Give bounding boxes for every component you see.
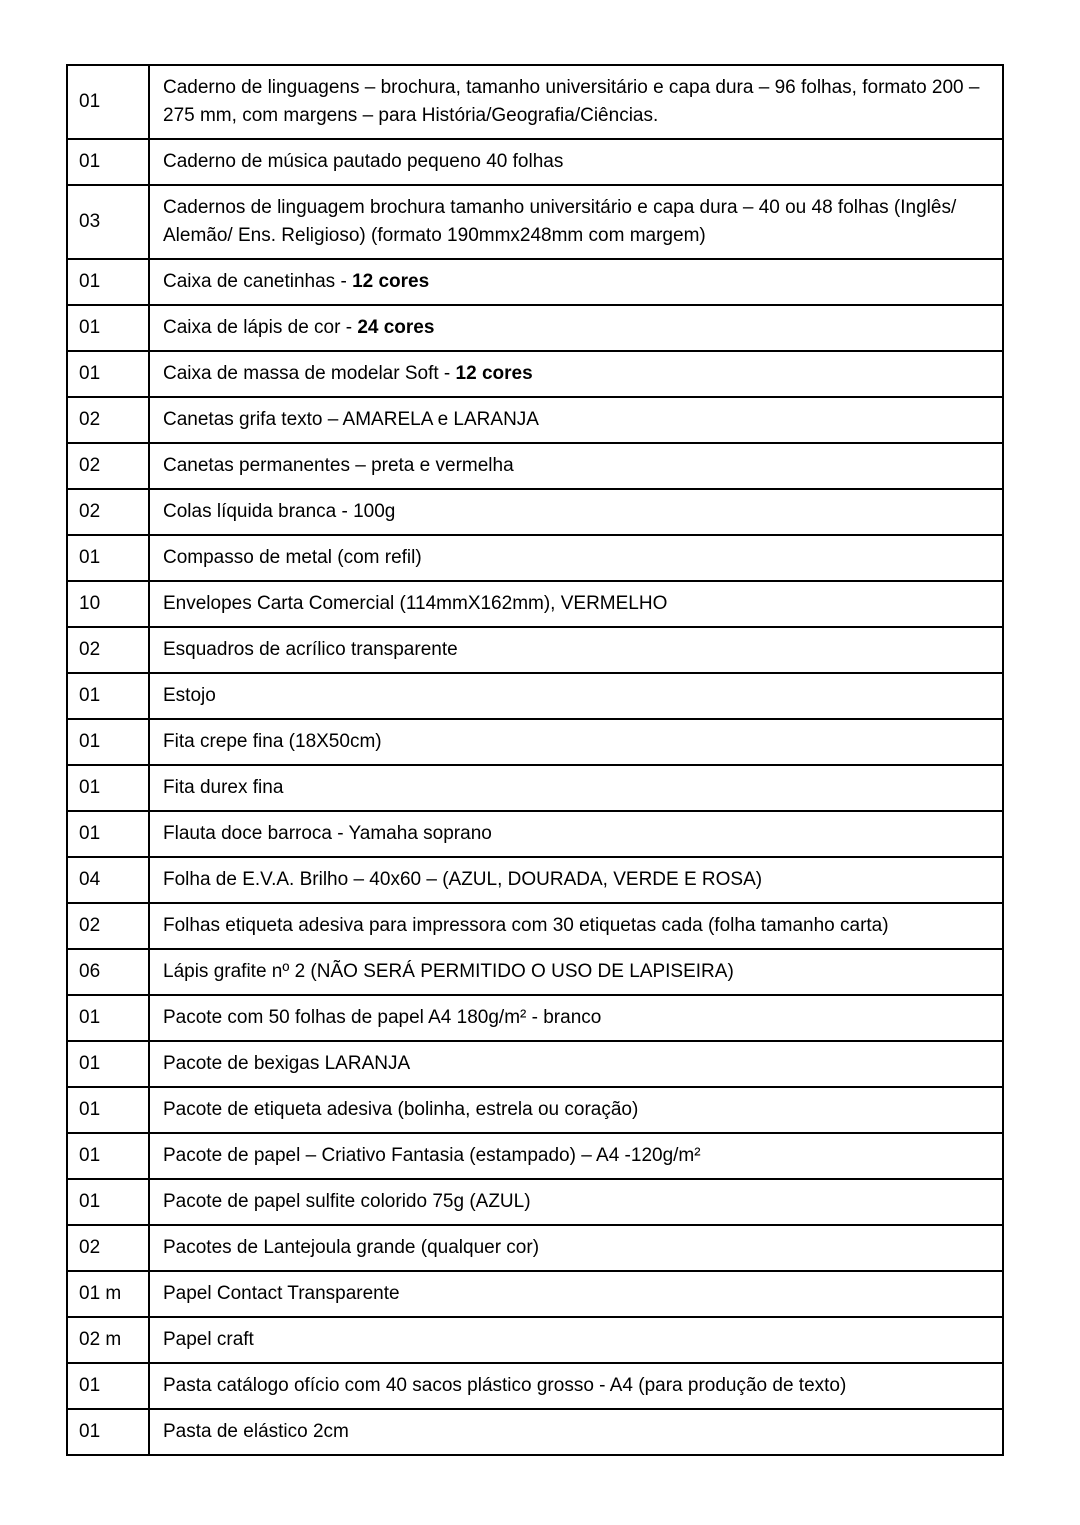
description-text: Caderno de música pautado pequeno 40 folhas — [163, 151, 564, 172]
quantity-cell: 02 — [67, 627, 149, 673]
description-text: Folhas etiqueta adesiva para impressora com 30 etiquetas cada (folha tamanho carta) — [163, 915, 889, 936]
description-text: Pacote de etiqueta adesiva (bolinha, estrela ou coração) — [163, 1099, 639, 1120]
description-cell — [149, 995, 1003, 1041]
quantity-cell: 01 — [67, 351, 149, 397]
supply-list-table — [66, 64, 1004, 1456]
table-row — [67, 443, 1003, 489]
description-cell — [149, 1087, 1003, 1133]
description-cell — [149, 811, 1003, 857]
quantity-cell: 02 — [67, 1225, 149, 1271]
description-text: Pacote com 50 folhas de papel A4 180g/m² - branco — [163, 1007, 602, 1028]
quantity-cell: 01 — [67, 765, 149, 811]
description-text: Pacote de bexigas LARANJA — [163, 1053, 411, 1074]
description-text: Pacote de papel sulfite colorido 75g (AZUL) — [163, 1191, 531, 1212]
description-text: Papel craft — [163, 1329, 254, 1350]
table-row — [67, 1317, 1003, 1363]
quantity-cell: 03 — [67, 185, 149, 259]
description-text: Colas líquida branca - 100g — [163, 501, 396, 522]
quantity-cell: 01 m — [67, 1271, 149, 1317]
description-text: Flauta doce barroca - Yamaha soprano — [163, 823, 492, 844]
description-bold-text: 24 cores — [357, 317, 435, 338]
quantity-cell: 02 — [67, 397, 149, 443]
table-row — [67, 1179, 1003, 1225]
description-text: Folha de E.V.A. Brilho – 40x60 – (AZUL, DOURADA, VERDE E ROSA) — [163, 869, 763, 890]
description-bold-text: 12 cores — [455, 363, 533, 384]
description-cell — [149, 857, 1003, 903]
table-row — [67, 185, 1003, 259]
description-text: Pasta catálogo ofício com 40 sacos plástico grosso - A4 (para produção de texto) — [163, 1375, 847, 1396]
quantity-cell: 01 — [67, 1179, 149, 1225]
table-row — [67, 1225, 1003, 1271]
supply-list-body — [67, 65, 1003, 1455]
description-text: Pasta de elástico 2cm — [163, 1421, 349, 1442]
table-row — [67, 535, 1003, 581]
description-text: Canetas grifa texto – AMARELA e LARANJA — [163, 409, 539, 430]
description-cell — [149, 1317, 1003, 1363]
table-row — [67, 351, 1003, 397]
table-row — [67, 397, 1003, 443]
description-bold-text: 12 cores — [352, 271, 430, 292]
description-cell — [149, 351, 1003, 397]
table-row — [67, 811, 1003, 857]
description-cell — [149, 1133, 1003, 1179]
quantity-cell: 02 — [67, 443, 149, 489]
description-text: Estojo — [163, 685, 216, 706]
quantity-cell: 01 — [67, 673, 149, 719]
description-text: Canetas permanentes – preta e vermelha — [163, 455, 514, 476]
table-row — [67, 995, 1003, 1041]
quantity-cell: 01 — [67, 65, 149, 139]
description-text: Compasso de metal (com refil) — [163, 547, 422, 568]
table-row — [67, 949, 1003, 995]
description-text: Lápis grafite nº 2 (NÃO SERÁ PERMITIDO O USO DE LAPISEIRA) — [163, 961, 734, 982]
quantity-cell: 02 — [67, 489, 149, 535]
table-row — [67, 489, 1003, 535]
description-text: Papel Contact Transparente — [163, 1283, 400, 1304]
description-text: Pacotes de Lantejoula grande (qualquer cor) — [163, 1237, 540, 1258]
quantity-cell: 01 — [67, 259, 149, 305]
description-cell — [149, 673, 1003, 719]
description-cell — [149, 305, 1003, 351]
description-cell — [149, 581, 1003, 627]
table-row — [67, 581, 1003, 627]
description-text: Fita durex fina — [163, 777, 284, 798]
description-text: Pacote de papel – Criativo Fantasia (estampado) – A4 -120g/m² — [163, 1145, 701, 1166]
description-cell — [149, 139, 1003, 185]
quantity-cell: 04 — [67, 857, 149, 903]
description-text: Caixa de massa de modelar Soft - — [163, 363, 456, 384]
quantity-cell: 01 — [67, 139, 149, 185]
description-cell — [149, 627, 1003, 673]
quantity-cell: 01 — [67, 995, 149, 1041]
description-cell — [149, 765, 1003, 811]
description-cell — [149, 1363, 1003, 1409]
quantity-cell: 02 — [67, 903, 149, 949]
table-row — [67, 673, 1003, 719]
quantity-cell: 01 — [67, 1087, 149, 1133]
table-row — [67, 719, 1003, 765]
description-cell — [149, 1271, 1003, 1317]
quantity-cell: 01 — [67, 1409, 149, 1455]
description-text: Esquadros de acrílico transparente — [163, 639, 458, 660]
description-cell — [149, 185, 1003, 259]
description-text: Cadernos de linguagem brochura tamanho universitário e capa dura – 40 ou 48 folhas (Inglês/ Alemão/ Ens. Religioso) (formato 190mmx248mm com margem) — [163, 197, 957, 246]
description-text: Fita crepe fina (18X50cm) — [163, 731, 382, 752]
description-cell — [149, 1409, 1003, 1455]
quantity-cell: 01 — [67, 1133, 149, 1179]
description-cell — [149, 719, 1003, 765]
table-row — [67, 139, 1003, 185]
description-cell — [149, 259, 1003, 305]
quantity-cell: 01 — [67, 811, 149, 857]
table-row — [67, 627, 1003, 673]
description-cell — [149, 397, 1003, 443]
table-row — [67, 765, 1003, 811]
description-cell — [149, 949, 1003, 995]
table-row — [67, 1363, 1003, 1409]
description-cell — [149, 903, 1003, 949]
quantity-cell: 01 — [67, 1041, 149, 1087]
quantity-cell: 01 — [67, 719, 149, 765]
quantity-cell: 10 — [67, 581, 149, 627]
description-cell — [149, 443, 1003, 489]
description-cell — [149, 535, 1003, 581]
description-cell — [149, 1225, 1003, 1271]
description-text: Caixa de canetinhas - — [163, 271, 353, 292]
table-row — [67, 1041, 1003, 1087]
table-row — [67, 305, 1003, 351]
table-row — [67, 1409, 1003, 1455]
description-cell — [149, 489, 1003, 535]
table-row — [67, 259, 1003, 305]
quantity-cell: 01 — [67, 535, 149, 581]
description-cell — [149, 1179, 1003, 1225]
quantity-cell: 02 m — [67, 1317, 149, 1363]
table-row — [67, 903, 1003, 949]
description-text: Caixa de lápis de cor - — [163, 317, 358, 338]
description-text: Envelopes Carta Comercial (114mmX162mm), VERMELHO — [163, 593, 668, 614]
description-cell — [149, 65, 1003, 139]
table-row — [67, 1087, 1003, 1133]
table-row — [67, 65, 1003, 139]
quantity-cell: 01 — [67, 305, 149, 351]
table-row — [67, 1271, 1003, 1317]
description-text: Caderno de linguagens – brochura, tamanho universitário e capa dura – 96 folhas, formato 200 – 275 mm, com margens – para História/Geografia/Ciências. — [163, 77, 980, 126]
quantity-cell: 01 — [67, 1363, 149, 1409]
table-row — [67, 857, 1003, 903]
table-row — [67, 1133, 1003, 1179]
description-cell — [149, 1041, 1003, 1087]
quantity-cell: 06 — [67, 949, 149, 995]
